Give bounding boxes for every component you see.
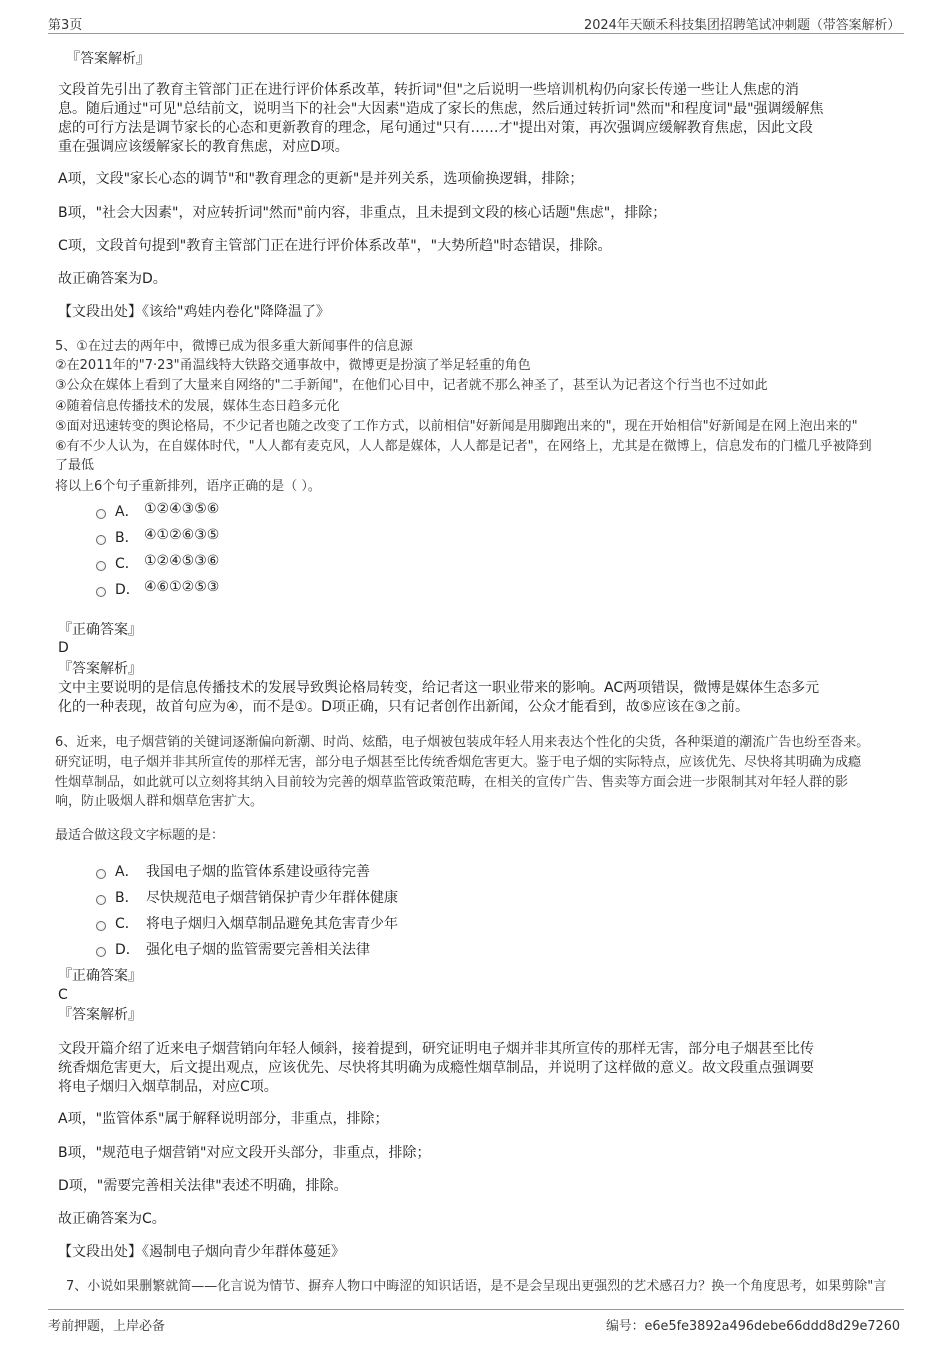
q5-option-a-text: ①②④③⑤⑥ — [144, 501, 220, 517]
q5-line-3: ③公众在媒体上看到了大量来自网络的"二手新闻"，在他们心目中，记者就不那么神圣了，甚至认为记者这个行当也不过如此 — [55, 378, 768, 393]
q5-prompt: 将以上6个句子重新排列，语序正确的是（ ）。 — [55, 479, 321, 494]
radio-icon[interactable] — [96, 535, 106, 545]
q4-analysis-line-4: 重在强调应该缓解家长的教育焦虑，对应D项。 — [58, 139, 349, 155]
q6-prompt: 最适合做这段文字标题的是： — [55, 828, 225, 843]
q6-option-a-note: A项，"监管体系"属于解释说明部分，非重点，排除； — [58, 1111, 389, 1127]
q6-line-4: 响，防止吸烟人群和烟草危害扩大。 — [55, 794, 264, 809]
q6-option-b-letter: B． — [115, 890, 139, 906]
q4-analysis-line-2: 息。随后通过"可见"总结前文，说明当下的社会"大因素"造成了家长的焦虑，然后通过转折词"然而"和程度词"最"强调缓解焦 — [58, 101, 824, 117]
q5-line-2: ②在2011年的"7·23"甬温线特大铁路交通事故中，微博更是扮演了举足轻重的角色 — [55, 358, 531, 373]
q6-option-b-text: 尽快规范电子烟营销保护青少年群体健康 — [146, 890, 398, 906]
q5-option-d-letter: D． — [115, 582, 140, 598]
q4-option-c-note: C项，文段首句提到"教育主管部门正在进行评价体系改革"，"大势所趋"时态错误，排除。 — [58, 238, 612, 254]
q6-option-d-note: D项，"需要完善相关法律"表述不明确，排除。 — [58, 1178, 348, 1194]
document-title: 2024年天颐禾科技集团招聘笔试冲刺题（带答案解析） — [583, 18, 901, 33]
q5-line-1: 5、①在过去的两年中，微博已成为很多重大新闻事件的信息源 — [55, 339, 413, 354]
radio-icon[interactable] — [96, 895, 106, 905]
footer-rule — [48, 1309, 904, 1310]
q6-option-d-text: 强化电子烟的监管需要完善相关法律 — [146, 942, 370, 958]
q4-analysis-label: 『答案解析』 — [66, 51, 150, 67]
radio-icon[interactable] — [96, 587, 106, 597]
q6-analysis-line-2: 统香烟危害更大，后文提出观点，应该优先、尽快将其明确为成瘾性烟草制品，并说明了这样做的意义。故文段重点强调要 — [58, 1060, 814, 1076]
q5-analysis-label: 『答案解析』 — [58, 661, 142, 677]
footer-slogan: 考前押题，上岸必备 — [48, 1319, 166, 1334]
q4-analysis-line-3: 虑的可行方法是调节家长的心态和更新教育的理念，尾句通过"只有……才"提出对策，再次强调应缓解教育焦虑，因此文段 — [58, 120, 813, 136]
q6-analysis-label: 『答案解析』 — [58, 1007, 142, 1023]
q6-conclusion: 故正确答案为C。 — [58, 1211, 166, 1227]
q6-option-d-letter: D． — [115, 942, 140, 958]
radio-icon[interactable] — [96, 947, 106, 957]
q4-conclusion: 故正确答案为D。 — [58, 271, 167, 287]
q5-option-c-text: ①②④⑤③⑥ — [144, 553, 220, 569]
q6-line-3: 性烟草制品，如此就可以立刻将其纳入目前较为完善的烟草监管政策范畴，在相关的宣传广告、售卖等方面会进一步限制其对年轻人群的影 — [55, 775, 849, 790]
q5-line-7: 了最低 — [55, 458, 95, 473]
q5-option-a-letter: A． — [115, 504, 139, 520]
q5-line-4: ④随着信息传播技术的发展，媒体生态日趋多元化 — [55, 399, 340, 414]
page-number: 第3页 — [48, 18, 83, 33]
q6-analysis-line-1: 文段开篇介绍了近来电子烟营销向年轻人倾斜，接着提到，研究证明电子烟并非其所宣传的那样无害，部分电子烟甚至比传 — [58, 1041, 814, 1057]
q5-option-b-text: ④①②⑥③⑤ — [144, 527, 220, 543]
radio-icon[interactable] — [96, 869, 106, 879]
q5-line-6: ⑥有不少人认为，在自媒体时代，"人人都有麦克风，人人都是媒体，人人都是记者"，在网络上，尤其是在微博上，信息发布的门槛几乎被降到 — [55, 439, 872, 454]
q6-source: 【文段出处】《遏制电子烟向青少年群体蔓延》 — [58, 1244, 345, 1260]
q6-option-c-text: 将电子烟归入烟草制品避免其危害青少年 — [146, 916, 398, 932]
q4-option-a-note: A项，文段"家长心态的调节"和"教育理念的更新"是并列关系，选项偷换逻辑，排除； — [58, 171, 584, 187]
q6-option-a-letter: A． — [115, 864, 139, 880]
q5-correct-label: 『正确答案』 — [58, 622, 142, 638]
q7-line-1: 7、小说如果删繁就简——化言说为情节、摒弃人物口中晦涩的知识话语，是不是会呈现出更强烈的艺术感召力？换一个角度思考，如果剪除"言 — [66, 1279, 887, 1294]
radio-icon[interactable] — [96, 561, 106, 571]
q5-option-b-letter: B． — [115, 530, 139, 546]
q6-line-1: 6、近来，电子烟营销的关键词逐渐偏向新潮、时尚、炫酷，电子烟被包装成年轻人用来表达个性化的尖货，各种渠道的潮流广告也纷至沓来。 — [55, 735, 870, 750]
q6-option-b-note: B项，"规范电子烟营销"对应文段开头部分，非重点，排除； — [58, 1145, 431, 1161]
footer-serial: 编号：e6e5fe3892a496debe66ddd8d29e7260 — [606, 1319, 901, 1334]
q4-option-b-note: B项，"社会大因素"，对应转折词"然而"前内容，非重点，且未提到文段的核心话题"焦虑"，排除； — [58, 205, 667, 221]
q5-analysis-line-1: 文中主要说明的是信息传播技术的发展导致舆论格局转变，给记者这一职业带来的影响。AC两项错误，微博是媒体生态多元 — [58, 680, 820, 696]
q5-line-5: ⑤面对迅速转变的舆论格局，不少记者也随之改变了工作方式，以前相信"好新闻是用脚跑出来的"，现在开始相信"好新闻是在网上泡出来的" — [55, 419, 858, 434]
q6-analysis-line-3: 将电子烟归入烟草制品，对应C项。 — [58, 1079, 278, 1095]
q6-correct-answer: C — [58, 987, 68, 1003]
header-rule — [48, 33, 904, 34]
q4-source: 【文段出处】《该给"鸡娃内卷化"降降温了》 — [58, 304, 330, 320]
radio-icon[interactable] — [96, 509, 106, 519]
q4-analysis-line-1: 文段首先引出了教育主管部门正在进行评价体系改革，转折词"但"之后说明一些培训机构仍向家长传递一些让人焦虑的消 — [58, 82, 799, 98]
q5-correct-answer: D — [58, 640, 69, 656]
q6-option-a-text: 我国电子烟的监管体系建设亟待完善 — [146, 864, 370, 880]
q5-option-d-text: ④⑥①②⑤③ — [144, 579, 220, 595]
q6-line-2: 研究证明，电子烟并非其所宣传的那样无害，部分电子烟甚至比传统香烟危害更大。鉴于电子烟的实际特点，应该优先、尽快将其明确为成瘾 — [55, 755, 862, 770]
q5-option-c-letter: C． — [115, 556, 139, 572]
q6-option-c-letter: C． — [115, 916, 139, 932]
radio-icon[interactable] — [96, 921, 106, 931]
q6-correct-label: 『正确答案』 — [58, 968, 142, 984]
q5-analysis-line-2: 化的一种表现，故首句应为④，而不是①。D项正确，只有记者创作出新闻，公众才能看到，故⑤应该在③之前。 — [58, 699, 749, 715]
